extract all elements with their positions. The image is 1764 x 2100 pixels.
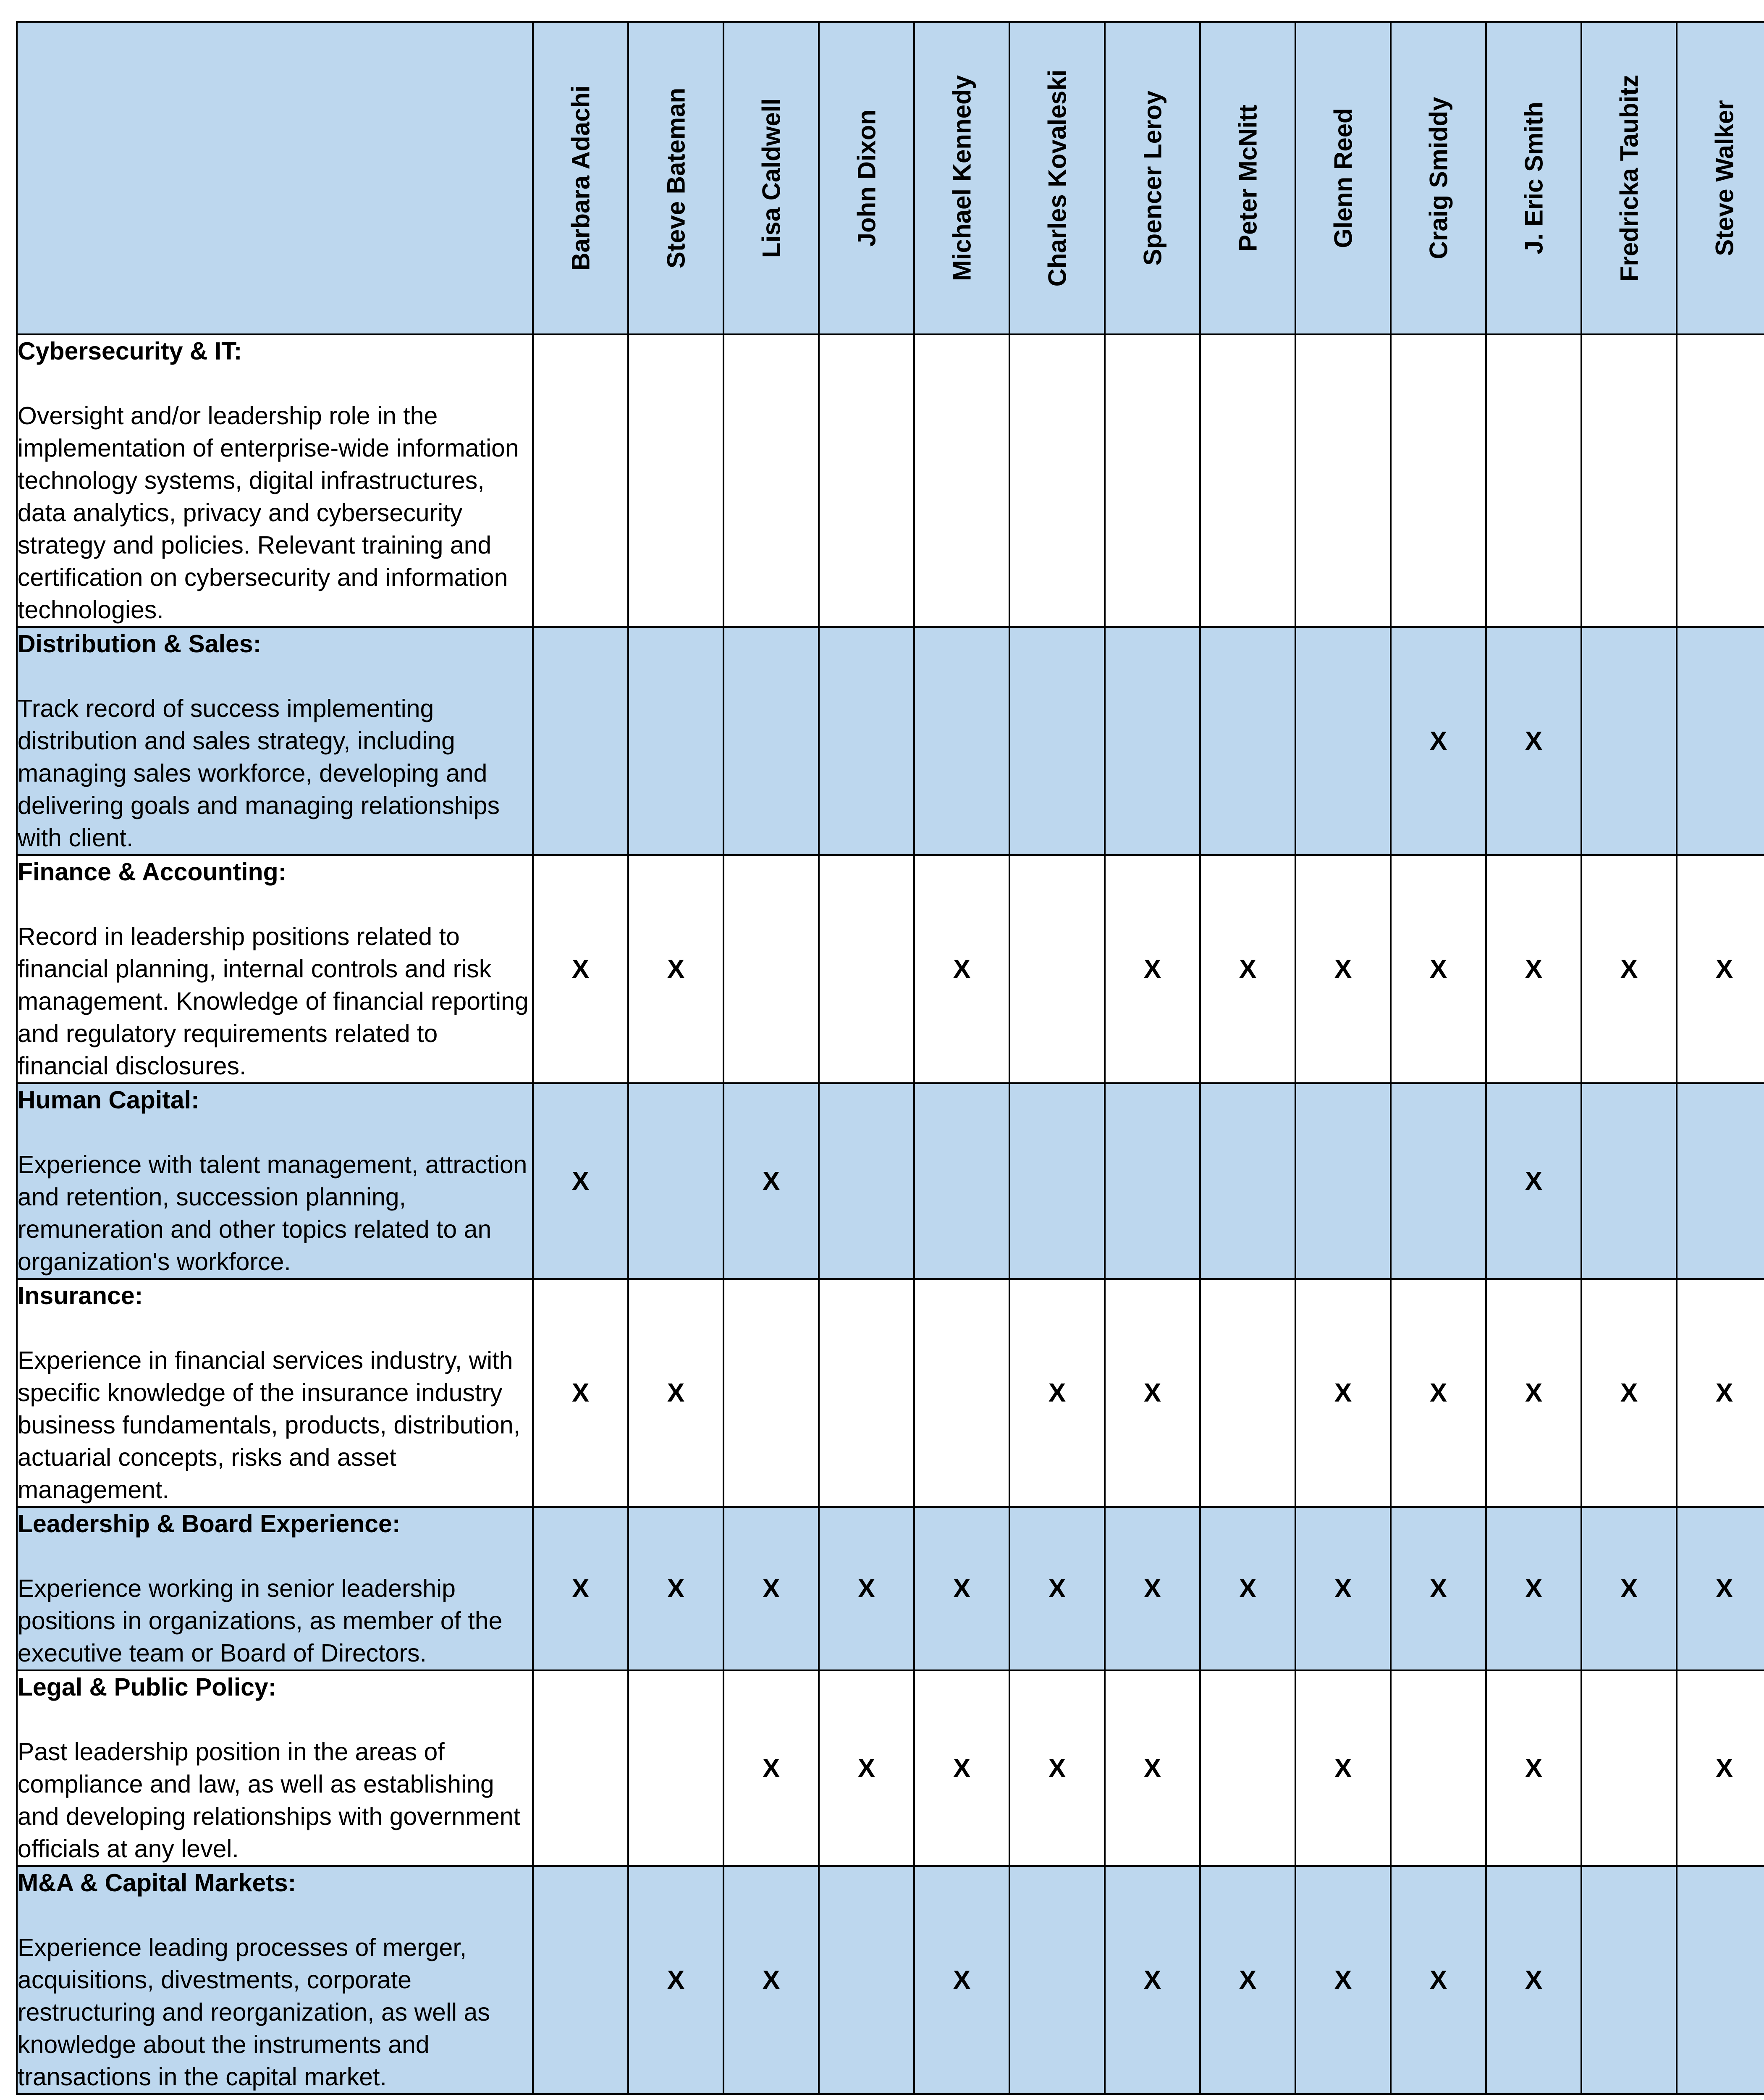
- skill-mark-cell: [819, 627, 914, 855]
- skill-mark-cell: X: [914, 1507, 1009, 1670]
- skill-mark-cell: X: [723, 1670, 819, 1866]
- skill-mark-cell: X: [1486, 1507, 1581, 1670]
- skill-mark-cell: [628, 334, 723, 627]
- skill-description-cell: [17, 334, 533, 627]
- skill-mark-cell: X: [1486, 1670, 1581, 1866]
- skill-title: Distribution & Sales:: [18, 630, 262, 658]
- skill-mark-cell: X: [1486, 627, 1581, 855]
- skill-mark-cell: X: [1200, 855, 1295, 1083]
- skill-mark-cell: [1009, 1866, 1105, 2094]
- skill-mark-cell: X: [819, 1670, 914, 1866]
- director-name: Fredricka Taubitz: [1615, 74, 1643, 282]
- skill-description-cell: [17, 855, 533, 1083]
- director-header-cell: [1677, 22, 1764, 334]
- skill-mark-cell: X: [533, 855, 628, 1083]
- skill-row: [17, 1279, 1764, 1507]
- skill-mark-cell: [819, 855, 914, 1083]
- skill-mark-cell: [723, 334, 819, 627]
- skill-mark-cell: [1677, 1083, 1764, 1279]
- skill-description: Oversight and/or leadership role in the implementation of enterprise-wide information technology systems, digital infrastructures, data analytics, privacy and cybersecurity strategy and policies. Relevant training and certification on cybersecurity and information technologies.: [18, 402, 519, 624]
- skill-title: Cybersecurity & IT:: [18, 337, 242, 365]
- skill-description: Experience in financial services industry, with specific knowledge of the insurance industry business fundamentals, products, distribution, actuarial concepts, risks and asset management.: [18, 1347, 521, 1504]
- skill-mark-cell: [1009, 334, 1105, 627]
- director-name: Steve Walker: [1710, 100, 1738, 256]
- skill-mark-cell: [914, 1279, 1009, 1507]
- skill-mark-cell: X: [533, 1507, 628, 1670]
- skill-mark-cell: [1677, 627, 1764, 855]
- skill-mark-cell: [819, 1083, 914, 1279]
- skill-mark-cell: X: [1391, 1279, 1486, 1507]
- matrix-body: [17, 334, 1764, 2094]
- skill-mark-cell: X: [1486, 1083, 1581, 1279]
- skill-mark-cell: [723, 1279, 819, 1507]
- skill-mark-cell: X: [914, 1866, 1009, 2094]
- director-name: Spencer Leroy: [1138, 90, 1166, 266]
- director-name: J. Eric Smith: [1520, 102, 1548, 255]
- skill-mark-cell: X: [1295, 855, 1391, 1083]
- director-header-cell: [914, 22, 1009, 334]
- skill-mark-cell: [1581, 334, 1677, 627]
- skill-title: Finance & Accounting:: [18, 858, 287, 886]
- skill-description-cell: [17, 627, 533, 855]
- skill-mark-cell: X: [723, 1866, 819, 2094]
- skill-mark-cell: [1200, 1279, 1295, 1507]
- header-row: [17, 22, 1764, 334]
- skill-mark-cell: X: [1009, 1507, 1105, 1670]
- skill-mark-cell: X: [1486, 1866, 1581, 2094]
- skill-mark-cell: X: [533, 1279, 628, 1507]
- skill-mark-cell: X: [914, 1670, 1009, 1866]
- skill-mark-cell: [914, 334, 1009, 627]
- skill-mark-cell: [1105, 334, 1200, 627]
- skill-description-cell: [17, 1507, 533, 1670]
- skill-mark-cell: X: [1105, 1670, 1200, 1866]
- skill-title: M&A & Capital Markets:: [18, 1869, 296, 1897]
- director-header-cell: [723, 22, 819, 334]
- director-name: Glenn Reed: [1329, 108, 1357, 248]
- skill-mark-cell: X: [1295, 1866, 1391, 2094]
- skill-mark-cell: X: [628, 1279, 723, 1507]
- skill-mark-cell: X: [1486, 1279, 1581, 1507]
- skill-mark-cell: [1391, 1670, 1486, 1866]
- skill-description: Experience working in senior leadership positions in organizations, as member of the executive team or Board of Directors.: [18, 1575, 503, 1667]
- director-header-cell: [1295, 22, 1391, 334]
- skill-mark-cell: X: [533, 1083, 628, 1279]
- skill-mark-cell: [1581, 627, 1677, 855]
- skill-description-cell: [17, 1866, 533, 2094]
- skill-mark-cell: [819, 1866, 914, 2094]
- skill-mark-cell: [819, 1279, 914, 1507]
- skill-mark-cell: X: [628, 1866, 723, 2094]
- skill-mark-cell: [1295, 334, 1391, 627]
- skill-mark-cell: X: [1105, 855, 1200, 1083]
- skill-mark-cell: [1581, 1670, 1677, 1866]
- skill-mark-cell: [628, 1670, 723, 1866]
- skill-mark-cell: [1200, 1670, 1295, 1866]
- skill-row: [17, 1507, 1764, 1670]
- skill-mark-cell: [1677, 1866, 1764, 2094]
- director-name: Steve Bateman: [662, 87, 690, 269]
- skill-mark-cell: X: [1677, 1507, 1764, 1670]
- skill-mark-cell: X: [1486, 855, 1581, 1083]
- skill-mark-cell: X: [1391, 1866, 1486, 2094]
- skill-mark-cell: X: [914, 855, 1009, 1083]
- director-name: Lisa Caldwell: [757, 98, 785, 258]
- skill-mark-cell: X: [723, 1507, 819, 1670]
- skill-mark-cell: [1581, 1866, 1677, 2094]
- director-header-cell: [1009, 22, 1105, 334]
- director-header-cell: [1486, 22, 1581, 334]
- skill-mark-cell: [1486, 334, 1581, 627]
- skill-mark-cell: [914, 1083, 1009, 1279]
- skill-mark-cell: [628, 1083, 723, 1279]
- skill-mark-cell: X: [819, 1507, 914, 1670]
- director-name: Craig Smiddy: [1424, 97, 1452, 260]
- skill-mark-cell: [533, 1670, 628, 1866]
- skill-row: [17, 855, 1764, 1083]
- skill-mark-cell: X: [628, 855, 723, 1083]
- skill-mark-cell: [1200, 627, 1295, 855]
- skill-row: [17, 334, 1764, 627]
- skill-mark-cell: [1200, 1083, 1295, 1279]
- skill-mark-cell: [1105, 627, 1200, 855]
- skill-title: Legal & Public Policy:: [18, 1673, 277, 1701]
- skill-mark-cell: X: [1581, 1279, 1677, 1507]
- skill-mark-cell: [1009, 627, 1105, 855]
- skill-mark-cell: X: [1391, 855, 1486, 1083]
- director-name: John Dixon: [852, 109, 881, 247]
- director-name: Barbara Adachi: [566, 85, 595, 271]
- skill-mark-cell: X: [628, 1507, 723, 1670]
- skill-mark-cell: [533, 1866, 628, 2094]
- skill-description-cell: [17, 1279, 533, 1507]
- skill-mark-cell: X: [1295, 1279, 1391, 1507]
- skill-mark-cell: X: [1295, 1507, 1391, 1670]
- skill-description-cell: [17, 1670, 533, 1866]
- skill-mark-cell: [1295, 627, 1391, 855]
- skill-description: Track record of success implementing distribution and sales strategy, including managing sales workforce, developing and delivering goals and managing relationships with client.: [18, 695, 500, 852]
- director-header-cell: [819, 22, 914, 334]
- skill-description: Experience leading processes of merger, acquisitions, divestments, corporate restructuring and reorganization, as well as knowledge about the instruments and transactions in the capital market.: [18, 1934, 490, 2091]
- skill-mark-cell: [628, 627, 723, 855]
- skill-mark-cell: X: [1581, 1507, 1677, 1670]
- skill-mark-cell: X: [1105, 1866, 1200, 2094]
- skill-mark-cell: X: [1200, 1507, 1295, 1670]
- skill-mark-cell: [1391, 1083, 1486, 1279]
- skill-mark-cell: X: [1677, 1279, 1764, 1507]
- skill-mark-cell: X: [1391, 1507, 1486, 1670]
- director-name: Charles Kovaleski: [1043, 69, 1071, 287]
- skill-mark-cell: X: [1009, 1279, 1105, 1507]
- skill-mark-cell: [1295, 1083, 1391, 1279]
- skill-mark-cell: X: [1581, 855, 1677, 1083]
- skill-description: Past leadership position in the areas of compliance and law, as well as establishing and developing relationships with government officials at any level.: [18, 1738, 521, 1863]
- skill-mark-cell: [533, 334, 628, 627]
- skill-row: [17, 1866, 1764, 2094]
- director-name: Peter McNitt: [1234, 104, 1262, 252]
- skill-mark-cell: [723, 627, 819, 855]
- skill-mark-cell: [1105, 1083, 1200, 1279]
- skill-mark-cell: X: [1391, 627, 1486, 855]
- director-header-cell: [628, 22, 723, 334]
- skill-mark-cell: [1581, 1083, 1677, 1279]
- skill-mark-cell: X: [723, 1083, 819, 1279]
- skill-mark-cell: [1391, 334, 1486, 627]
- skill-title: Leadership & Board Experience:: [18, 1510, 401, 1538]
- skill-mark-cell: [533, 627, 628, 855]
- skill-description: Record in leadership positions related to financial planning, internal controls and risk management. Knowledge of financial reporting and regulatory requirements related to financial disclosures.: [18, 923, 529, 1080]
- director-header-cell: [1391, 22, 1486, 334]
- director-header-cell: [1200, 22, 1295, 334]
- skill-mark-cell: [1200, 334, 1295, 627]
- skill-mark-cell: [914, 627, 1009, 855]
- header-corner-cell: [17, 22, 533, 334]
- skill-mark-cell: X: [1105, 1279, 1200, 1507]
- skill-mark-cell: [1009, 855, 1105, 1083]
- skill-mark-cell: X: [1295, 1670, 1391, 1866]
- skill-mark-cell: X: [1200, 1866, 1295, 2094]
- skill-title: Insurance:: [18, 1282, 143, 1310]
- skill-mark-cell: [819, 334, 914, 627]
- skill-mark-cell: X: [1677, 855, 1764, 1083]
- skill-description-cell: [17, 1083, 533, 1279]
- skill-row: [17, 1670, 1764, 1866]
- director-header-cell: [533, 22, 628, 334]
- skill-description: Experience with talent management, attraction and retention, succession planning, remuneration and other topics related to an organization's workforce.: [18, 1151, 527, 1276]
- skill-mark-cell: [1009, 1083, 1105, 1279]
- skill-mark-cell: X: [1105, 1507, 1200, 1670]
- skill-mark-cell: [723, 855, 819, 1083]
- skill-row: [17, 1083, 1764, 1279]
- director-header-cell: [1105, 22, 1200, 334]
- skills-matrix-table: [16, 21, 1764, 2095]
- skill-mark-cell: X: [1009, 1670, 1105, 1866]
- director-header-cell: [1581, 22, 1677, 334]
- director-name: Michael Kennedy: [948, 75, 976, 281]
- skill-mark-cell: [1677, 334, 1764, 627]
- skill-row: [17, 627, 1764, 855]
- skill-mark-cell: X: [1677, 1670, 1764, 1866]
- skill-title: Human Capital:: [18, 1086, 199, 1114]
